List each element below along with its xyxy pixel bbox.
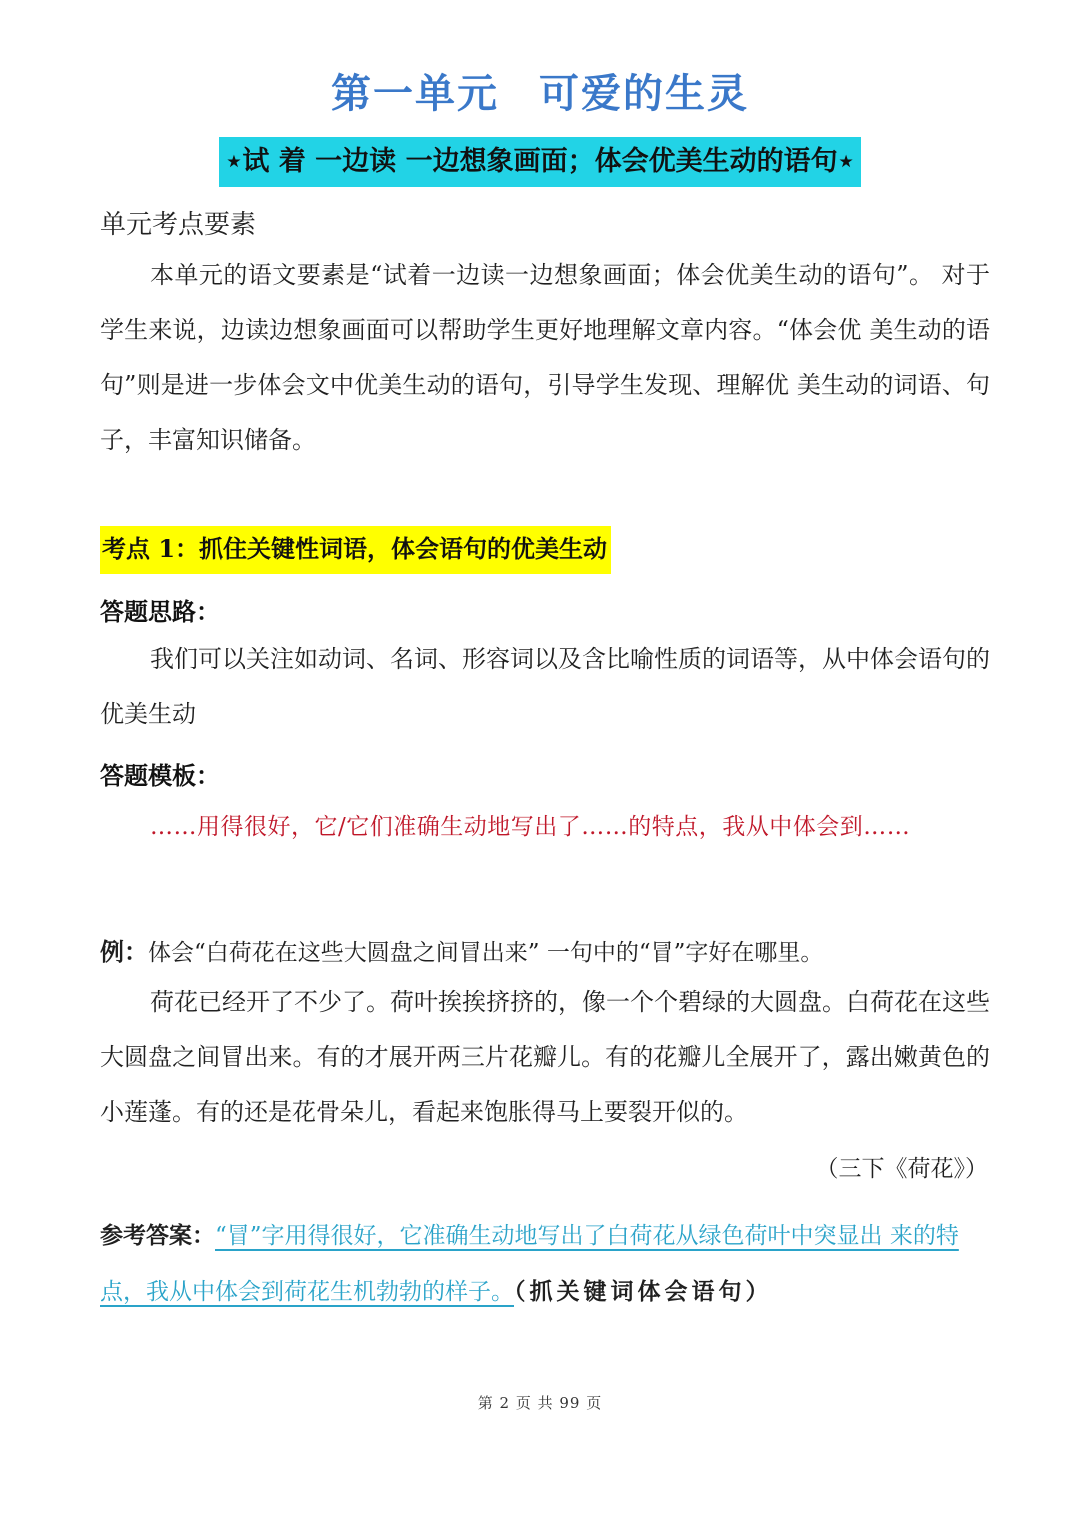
- template-label: 答题模板：: [100, 761, 220, 790]
- example-source: （三下《荷花》）: [815, 1156, 988, 1182]
- answer-text: “冒”字用得很好，它准确生动地写出了白荷花从绿色荷叶中突显出 来的特点，我从中体会到荷花生机勃勃的样子。: [100, 1223, 959, 1305]
- subtitle-banner: ⋆试 着 一边读 一边想象画面；体会优美生动的语句⋆: [219, 137, 860, 187]
- example-label: 例：: [100, 937, 148, 966]
- reference-answer: [100, 1208, 980, 1320]
- approach-text: 我们可以关注如动词、名词、形容词以及含比喻性质的词语等，从中体会语句的优美生动: [100, 645, 990, 728]
- answer-tag: （抓关键词体会语句）: [514, 1278, 773, 1305]
- page-title: [0, 62, 1080, 119]
- example-question: [100, 932, 823, 967]
- title-theme: 可爱的生灵: [539, 70, 749, 117]
- example-question-text: 体会“白荷花在这些大圆盘之间冒出来” 一句中的“冒”字好在哪里。: [148, 940, 824, 966]
- example-passage: 荷花已经开了不少了。荷叶挨挨挤挤的，像一个个碧绿的大圆盘。白荷花在这些大圆盘之间冒出来。有的才展开两三片花瓣儿。有的花瓣儿全展开了，露出嫩黄色的小莲蓬。有的还是花骨朵儿，看起来饱胀得马上要裂开似的。: [100, 988, 990, 1126]
- unit-elements-heading: 单元考点要素: [100, 210, 257, 240]
- approach-label: 答题思路：: [100, 597, 220, 626]
- answer-template: ……用得很好，它/它们准确生动地写出了……的特点，我从中体会到……: [150, 814, 911, 840]
- point1-heading: 考点 1：抓住关键性词语，体会语句的优美生动: [100, 526, 611, 574]
- page-footer: 第 2 页 共 99 页: [477, 1394, 603, 1412]
- answer-label: 参考答案：: [100, 1222, 215, 1249]
- subtitle-wrap: [0, 137, 1080, 187]
- unit-elements-paragraph: 本单元的语文要素是“试着一边读一边想象画面；体会优美生动的语句”。 对于学生来说，边读边想象画面可以帮助学生更好地理解文章内容。“体会优 美生动的语句”则是进一步体会文中优美生动的语句，引导学生发现、理解优 美生动的词语、句子，丰富知识储备。: [100, 261, 990, 454]
- title-unit: 第一单元: [331, 70, 499, 117]
